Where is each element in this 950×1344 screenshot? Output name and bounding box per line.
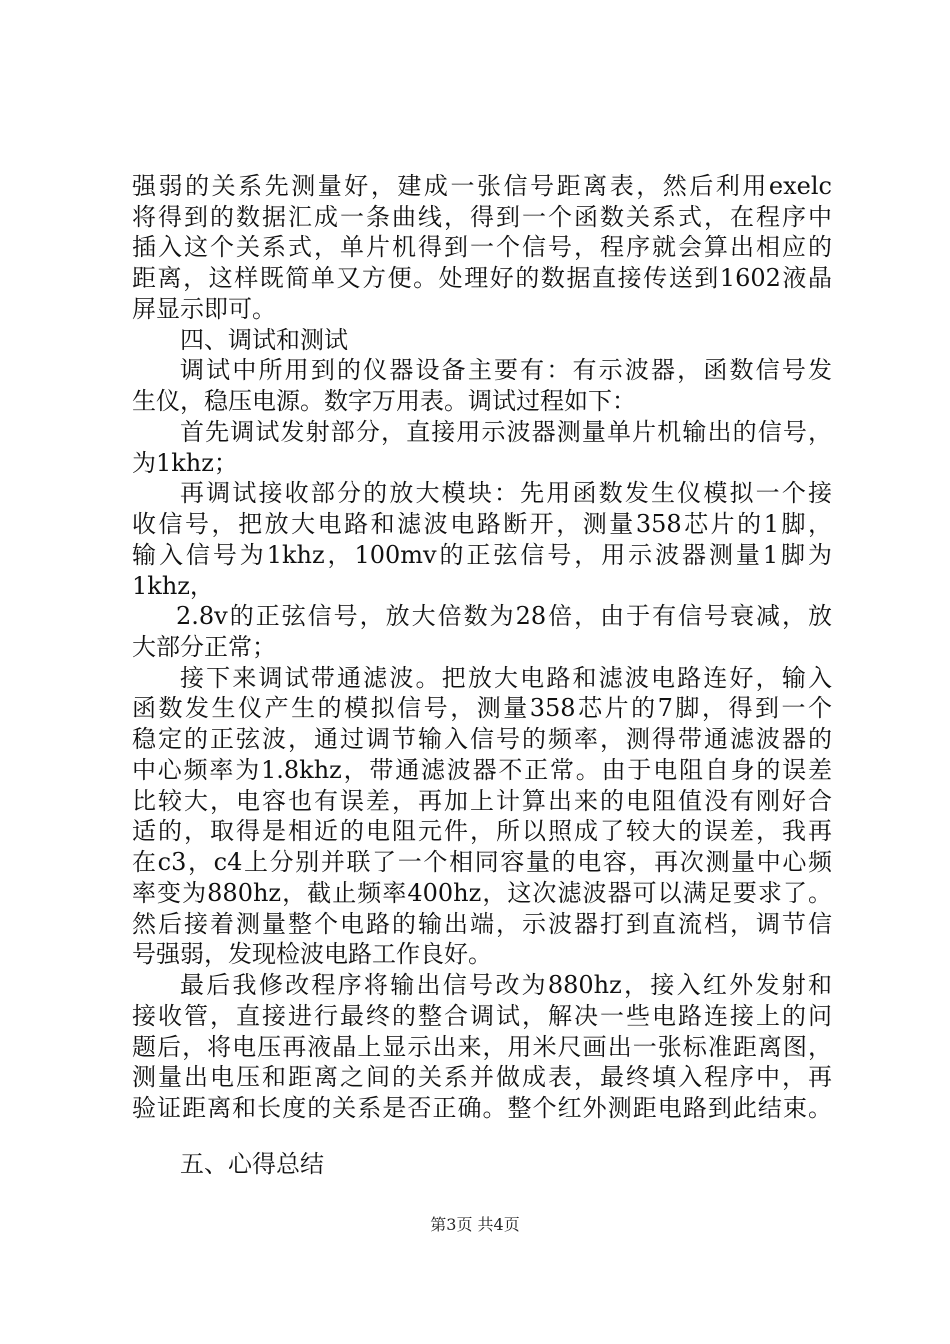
body-text-line: 生仪，稳压电源。数字万用表。调试过程如下： <box>132 387 636 416</box>
body-text-line: 在c3，c4上分别并联了一个相同容量的电容，再次测量中心频 <box>132 848 832 877</box>
body-text-line: 插入这个关系式，单片机得到一个信号，程序就会算出相应的 <box>132 233 832 262</box>
body-text-line: 距离，这样既简单又方便。处理好的数据直接传送到1602液晶 <box>132 264 832 293</box>
body-text-line: 比较大，电容也有误差，再加上计算出来的电阻值没有刚好合 <box>132 786 832 815</box>
body-text-line: 最后我修改程序将输出信号改为880hz，接入红外发射和 <box>180 971 832 1000</box>
body-text-line: 输入信号为1khz，100mv的正弦信号，用示波器测量1脚为 <box>132 540 832 569</box>
body-text-line: 测量出电压和距离之间的关系并做成表，最终填入程序中，再 <box>132 1063 832 1092</box>
body-text-line: 适的，取得是相近的电阻元件，所以照成了较大的误差，我再 <box>132 817 832 846</box>
body-text-line: 题后，将电压再液晶上显示出来，用米尺画出一张标准距离图， <box>132 1032 832 1061</box>
body-text-line: 大部分正常； <box>132 633 276 661</box>
body-text-line: 率变为880hz，截止频率400hz，这次滤波器可以满足要求了。 <box>132 878 832 907</box>
body-text-line: 1khz， <box>132 571 214 600</box>
body-text-line: 稳定的正弦波，通过调节输入信号的频率，测得带通滤波器的 <box>132 725 832 754</box>
body-text-line: 再调试接收部分的放大模块：先用函数发生仪模拟一个接 <box>180 479 832 508</box>
body-text-line: 接收管，直接进行最终的整合调试，解决一些电路连接上的问 <box>132 1001 832 1030</box>
body-text-line: 验证距离和长度的关系是否正确。整个红外测距电路到此结束。 <box>132 1094 832 1122</box>
body-text-line: 调试中所用到的仪器设备主要有：有示波器，函数信号发 <box>180 356 832 385</box>
body-text-line: 2.8v的正弦信号，放大倍数为28倍，由于有信号衰减，放 <box>176 602 832 631</box>
section-heading: 四、调试和测试 <box>180 325 348 354</box>
body-text-line: 强弱的关系先测量好，建成一张信号距离表，然后利用exelc <box>132 172 832 200</box>
body-text-line: 接下来调试带通滤波。把放大电路和滤波电路连好，输入 <box>180 663 832 692</box>
body-text-line: 函数发生仪产生的模拟信号，测量358芯片的7脚，得到一个 <box>132 694 832 723</box>
body-text-line: 收信号，把放大电路和滤波电路断开，测量358芯片的1脚， <box>132 510 832 539</box>
body-text-line: 中心频率为1.8khz，带通滤波器不正常。由于电阻自身的误差 <box>132 755 832 784</box>
body-text-line: 将得到的数据汇成一条曲线，得到一个函数关系式，在程序中 <box>132 202 832 231</box>
body-text-line: 屏显示即可。 <box>132 294 276 323</box>
page-number-footer: 第3页 共4页 <box>430 1215 520 1234</box>
section-heading: 五、心得总结 <box>180 1150 324 1178</box>
body-text-line: 为1khz； <box>132 448 238 477</box>
body-text-line: 号强弱，发现检波电路工作良好。 <box>132 940 492 969</box>
body-text-line: 首先调试发射部分，直接用示波器测量单片机输出的信号， <box>180 417 832 446</box>
body-text-line: 然后接着测量整个电路的输出端，示波器打到直流档，调节信 <box>132 909 832 938</box>
